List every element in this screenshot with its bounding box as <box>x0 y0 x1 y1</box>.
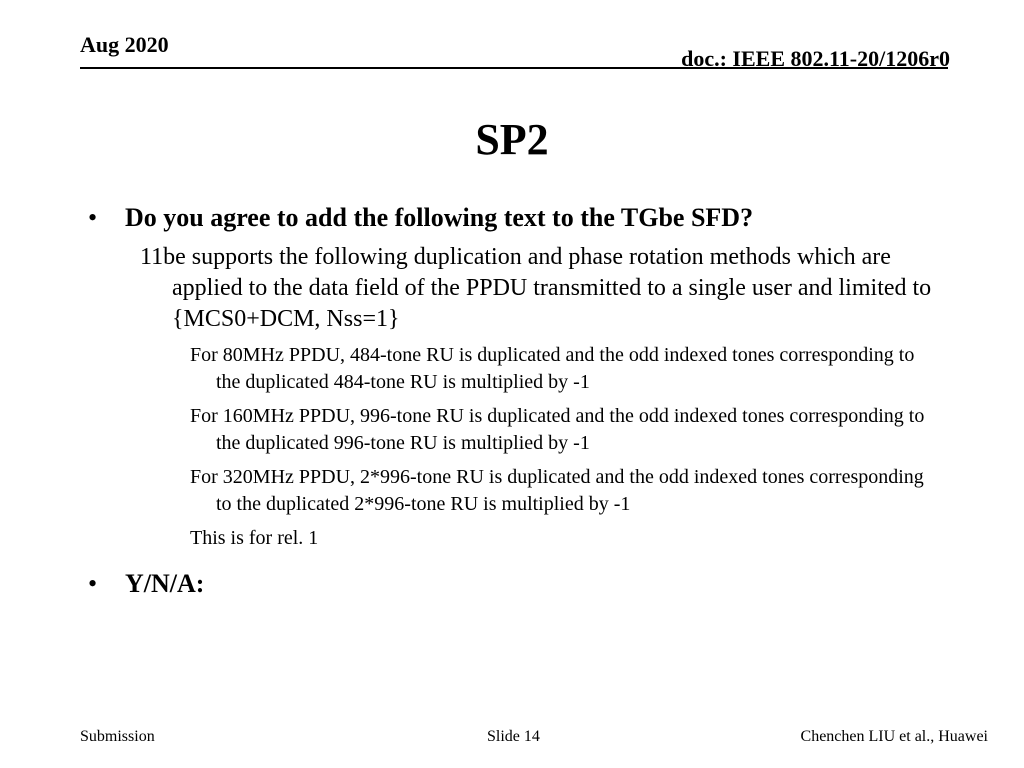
question-text: Do you agree to add the following text to the TGbe SFD? <box>125 203 754 232</box>
bullet-icon: • <box>88 203 98 232</box>
statement-text: 11be supports the following duplication and phase rotation methods which are applied to the data field of the PPDU transmitted to a single user and limited to {MCS0+DCM, Nss=1} <box>140 244 932 332</box>
footer-submission: Submission <box>80 728 155 745</box>
header-divider <box>80 67 948 69</box>
slide-body <box>88 200 948 602</box>
header-date: Aug 2020 <box>80 32 169 57</box>
slide-title: SP2 <box>475 115 549 164</box>
footer-slide-number: Slide 14 <box>487 728 540 745</box>
vote-text: Y/N/A: <box>125 569 205 598</box>
header-doc-id: doc.: IEEE 802.11-20/1206r0 <box>681 46 950 71</box>
sub-item-160mhz: For 160MHz PPDU, 996-tone RU is duplicated and the odd indexed tones corresponding to the duplicated 996-tone RU is multiplied by -1 <box>190 405 925 454</box>
sub-item-release: This is for rel. 1 <box>190 527 319 549</box>
sub-item-320mhz: For 320MHz PPDU, 2*996-tone RU is duplicated and the odd indexed tones corresponding to the duplicated 2*996-tone RU is multiplied by -1 <box>190 466 924 515</box>
sub-item-80mhz: For 80MHz PPDU, 484-tone RU is duplicated and the odd indexed tones corresponding to the duplicated 484-tone RU is multiplied by -1 <box>190 344 915 393</box>
footer-author: Chenchen LIU et al., Huawei <box>800 728 988 745</box>
bullet-vote <box>88 566 948 602</box>
bullet-question <box>88 200 948 236</box>
bullet-icon: • <box>88 569 98 598</box>
